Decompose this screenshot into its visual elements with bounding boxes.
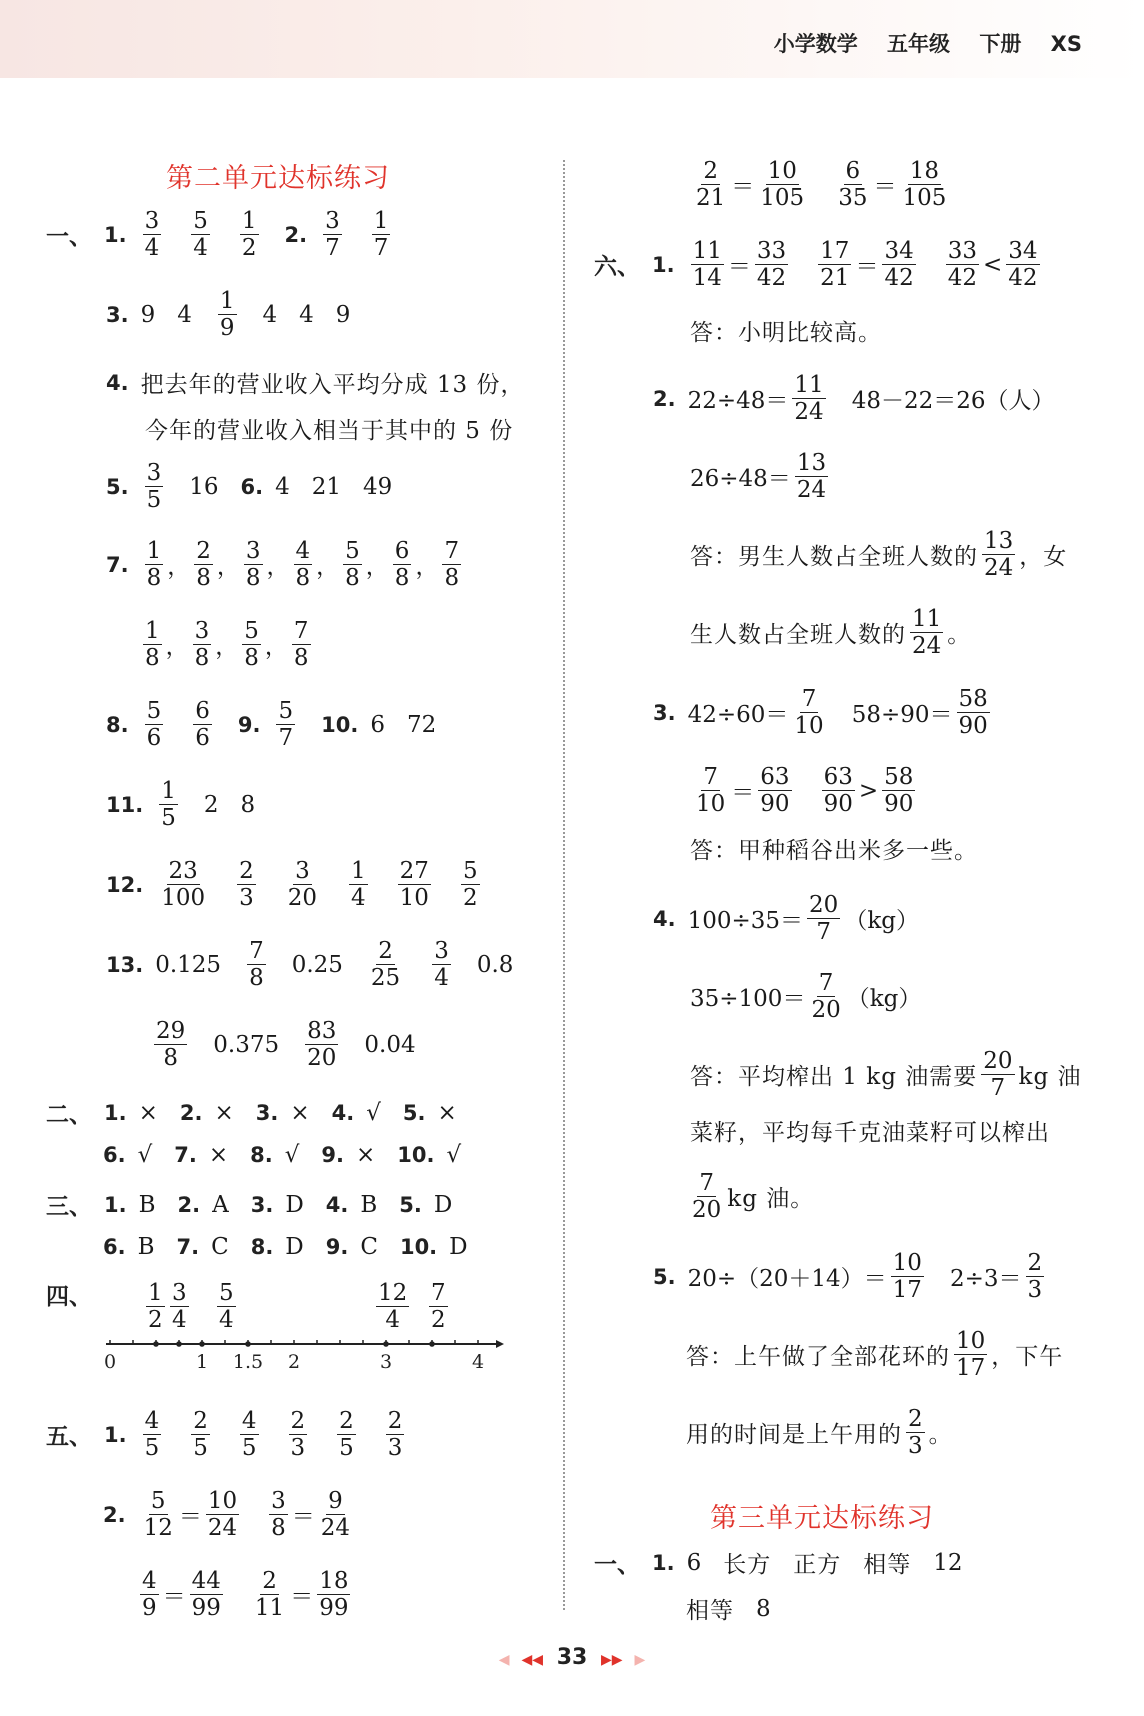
question-number: 1. xyxy=(104,1422,127,1447)
fraction: $\frac{10}{24}$ xyxy=(207,1488,238,1542)
fraction: $\frac{5}{8}$ xyxy=(244,618,259,672)
s6-q4-answer1: 答：平均榨出 1 kg 油需要 $\frac{20}{7}$ kg 油 xyxy=(690,1048,1082,1102)
tick-label: 3 xyxy=(379,1351,393,1373)
section-label: 三、 xyxy=(46,1194,92,1220)
fraction: $\frac{5}{6}$ xyxy=(146,698,162,752)
page-footer xyxy=(0,1645,1144,1670)
fraction: $\frac{5}{7}$ xyxy=(278,698,294,752)
fraction: $\frac{17}{21}$ xyxy=(820,238,850,292)
fraction: $\frac{83}{20}$ xyxy=(307,1018,337,1072)
fraction: $\frac{3}{4}$ xyxy=(144,208,160,262)
fraction: $\frac{1}{4}$ xyxy=(351,858,366,912)
s4-frac-5 xyxy=(425,1280,452,1334)
fraction: $\frac{2}{3}$ xyxy=(908,1406,923,1460)
s6-q3-answer: 答：甲种稻谷出米多一些。 xyxy=(690,838,978,864)
s1-q1-line xyxy=(46,208,394,262)
s6-q3-line2: $\frac{7}{10}$ ＝ $\frac{63}{90}$ $\frac{63}{90}$ > $\frac{58}{90}$ xyxy=(696,764,914,818)
fraction: $\frac{18}{99}$ xyxy=(319,1568,349,1622)
fraction: $\frac{5}{4}$ xyxy=(193,208,208,262)
fraction: $\frac{1}{7}$ xyxy=(373,208,389,262)
fraction: $\frac{11}{24}$ xyxy=(794,372,824,426)
question-number: 4. xyxy=(106,370,129,395)
fraction: $\frac{5}{12}$ xyxy=(143,1488,173,1542)
fraction: $\frac{3}{7}$ xyxy=(325,208,340,262)
fraction: $\frac{7}{2}$ xyxy=(431,1280,446,1334)
section-label: 六、 xyxy=(594,254,640,281)
fraction: $\frac{10}{17}$ xyxy=(892,1250,922,1304)
fraction: $\frac{11}{14}$ xyxy=(692,238,722,292)
header-edition: XS xyxy=(1050,32,1082,56)
prev-arrow-icon: ◀ xyxy=(498,1652,510,1668)
question-number: 13. xyxy=(106,952,144,977)
section-label: 二、 xyxy=(46,1102,92,1128)
question-number: 2. xyxy=(284,222,308,247)
s1-q5-line: 5. $\frac{3}{5}$ 16 6. 4 21 49 xyxy=(106,460,393,514)
number-line xyxy=(104,1340,504,1400)
fraction: $\frac{2}{11}$ xyxy=(254,1568,285,1622)
s1-q4-line1: 4. 把去年的营业收入平均分成 13 份， xyxy=(106,370,525,398)
header-volume: 下册 xyxy=(979,32,1022,56)
tick-label: 2 xyxy=(287,1351,301,1373)
s4-frac-2 xyxy=(166,1280,193,1334)
question-number: 6. xyxy=(240,474,264,499)
fraction: $\frac{12}{4}$ xyxy=(378,1280,408,1334)
question-number: 5. xyxy=(106,474,129,499)
prev-arrow-icon: ◀◀ xyxy=(521,1652,544,1668)
fraction: $\frac{4}{8}$ xyxy=(295,538,311,592)
s7-line2: 相等 8 xyxy=(686,1595,771,1624)
fraction: $\frac{1}{2}$ xyxy=(241,208,257,262)
fraction: $\frac{7}{8}$ xyxy=(293,618,309,672)
fraction: $\frac{2}{8}$ xyxy=(196,538,211,592)
fraction: $\frac{7}{20}$ xyxy=(811,970,841,1024)
question-number: 4. xyxy=(653,906,676,931)
fraction: $\frac{6}{35}$ xyxy=(838,158,868,212)
fraction: $\frac{27}{10}$ xyxy=(399,858,429,912)
s3-row2: 6. B 7. C 8. D 9. C 10. D xyxy=(103,1234,468,1260)
fraction: $\frac{1}{5}$ xyxy=(161,778,176,832)
fraction: $\frac{29}{8}$ xyxy=(156,1018,186,1072)
fraction: $\frac{20}{7}$ xyxy=(809,892,839,946)
s3-row1: 三、 1. B 2. A 3. D 4. B 5. D xyxy=(46,1188,452,1221)
question-number: 12. xyxy=(106,872,144,897)
s6-q4-answer3: $\frac{7}{20}$ kg 油。 xyxy=(692,1170,815,1224)
fraction: $\frac{7}{8}$ xyxy=(444,538,460,592)
tick-label: 1 xyxy=(195,1351,209,1373)
fraction: $\frac{5}{8}$ xyxy=(345,538,360,592)
tick-label: 0 xyxy=(104,1351,117,1373)
question-number: 2. xyxy=(103,1502,126,1527)
s1-q8-line: 8. $\frac{5}{6}$ $\frac{6}{6}$ 9. $\frac{5}{7}$ 10. 6 72 xyxy=(106,698,437,752)
fraction: $\frac{7}{20}$ xyxy=(692,1170,722,1224)
s4-frac-4 xyxy=(372,1280,413,1334)
fraction: $\frac{6}{6}$ xyxy=(195,698,210,752)
fraction: $\frac{1}{8}$ xyxy=(146,538,162,592)
section-label: 一、 xyxy=(594,1552,640,1578)
section-label: 五、 xyxy=(46,1424,92,1451)
fraction: $\frac{2}{21}$ xyxy=(696,158,726,212)
s7-line1: 一、 1. 6 长方 正方 相等 12 xyxy=(594,1546,963,1579)
fraction: $\frac{44}{99}$ xyxy=(191,1568,221,1622)
s6-q1-answer: 答：小明比较高。 xyxy=(690,320,882,346)
fraction: $\frac{4}{5}$ xyxy=(241,1408,257,1462)
unit3-title: 第三单元达标练习 xyxy=(710,1503,934,1534)
s1-q13-line2: $\frac{29}{8}$ 0.375 $\frac{83}{20}$ 0.04 xyxy=(156,1018,416,1072)
fraction: $\frac{63}{90}$ xyxy=(760,764,790,818)
fraction: $\frac{34}{42}$ xyxy=(884,238,914,292)
fraction: $\frac{1}{9}$ xyxy=(219,288,235,342)
s6-q4-answer2: 菜籽，平均每千克油菜籽可以榨出 xyxy=(690,1120,1050,1146)
fraction: $\frac{4}{5}$ xyxy=(144,1408,160,1462)
question-number: 1. xyxy=(104,222,127,247)
s1-q7-row2: $\frac{1}{8}$ ， $\frac{3}{8}$ ， $\frac{5}{8}$ ， $\frac{7}{8}$ xyxy=(145,618,309,672)
fraction: $\frac{34}{42}$ xyxy=(1008,238,1038,292)
column-divider xyxy=(563,160,565,1610)
fraction: $\frac{7}{8}$ xyxy=(249,938,264,992)
s1-q11-line: 11. $\frac{1}{5}$ 2 8 xyxy=(106,778,256,832)
s1-q12-line xyxy=(106,858,484,912)
fraction: $\frac{10}{17}$ xyxy=(956,1328,986,1382)
fraction: $\frac{5}{2}$ xyxy=(462,858,478,912)
fraction: $\frac{18}{105}$ xyxy=(902,158,947,212)
fraction: $\frac{6}{8}$ xyxy=(394,538,410,592)
s5-q2-line1: 2. $\frac{5}{12}$ ＝ $\frac{10}{24}$ $\frac{3}{8}$ ＝ $\frac{9}{24}$ xyxy=(103,1488,351,1542)
fraction: $\frac{23}{100}$ xyxy=(161,858,206,912)
fraction: $\frac{4}{9}$ xyxy=(142,1568,157,1622)
section-label: 四、 xyxy=(46,1284,92,1310)
s2-row1: 二、 1. × 2. × 3. × 4. √ 5. × xyxy=(46,1096,457,1129)
s6-q5-answer1: 答：上午做了全部花环的 $\frac{10}{17}$ ，下午 xyxy=(686,1328,1064,1382)
question-number: 8. xyxy=(106,712,129,737)
s2-row2: 6. √ 7. × 8. √ 9. × 10. √ xyxy=(103,1142,462,1168)
unit2-title: 第二单元达标练习 xyxy=(166,163,390,194)
fraction: $\frac{11}{24}$ xyxy=(912,606,942,660)
fraction: $\frac{3}{4}$ xyxy=(172,1280,187,1334)
question-number: 10. xyxy=(321,712,359,737)
fraction: $\frac{1}{8}$ xyxy=(145,618,160,672)
s5-q2-line2: $\frac{4}{9}$ ＝ $\frac{44}{99}$ $\frac{2}{11}$ ＝ $\frac{18}{99}$ xyxy=(142,1568,349,1622)
s1-q3-line: 3. 9 4 $\frac{1}{9}$ 4 4 9 xyxy=(106,288,351,342)
s6-q4-line2: 35÷100＝ $\frac{7}{20}$ （kg） xyxy=(690,970,922,1024)
question-number: 3. xyxy=(106,302,129,327)
fraction: $\frac{2}{3}$ xyxy=(239,858,254,912)
fraction: $\frac{3}{4}$ xyxy=(434,938,449,992)
question-number: 1. xyxy=(652,1550,675,1575)
fraction: $\frac{2}{3}$ xyxy=(1027,1250,1043,1304)
question-number: 1. xyxy=(652,252,675,277)
question-number: 3. xyxy=(653,700,676,725)
fraction: $\frac{9}{24}$ xyxy=(320,1488,351,1542)
fraction: $\frac{7}{10}$ xyxy=(696,764,726,818)
question-number: 5. xyxy=(653,1264,676,1289)
fraction: $\frac{33}{42}$ xyxy=(947,238,977,292)
s6-q5-line1: 5. 20÷（20＋14）＝ $\frac{10}{17}$ 2÷3＝ $\frac{2}{3}$ xyxy=(653,1250,1043,1304)
s6-q5-answer2: 用的时间是上午用的 $\frac{2}{3}$ 。 xyxy=(686,1406,953,1460)
fraction: $\frac{3}{8}$ xyxy=(271,1488,286,1542)
s5-q1-line xyxy=(46,1408,408,1462)
tick-label: 1.5 xyxy=(232,1351,264,1373)
question-number: 2. xyxy=(653,386,676,411)
question-number: 7. xyxy=(106,552,129,577)
fraction: $\frac{58}{90}$ xyxy=(958,686,988,740)
s6-q2-line1: 2. 22÷48＝ $\frac{11}{24}$ 48－22＝26（人） xyxy=(653,372,1055,426)
page-number: 33 xyxy=(556,1645,588,1670)
fraction: $\frac{3}{8}$ xyxy=(194,618,210,672)
tick-label: 4 xyxy=(471,1351,485,1373)
s6-q3-line1: 3. 42÷60＝ $\frac{7}{10}$ 58÷90＝ $\frac{58}{90}$ xyxy=(653,686,988,740)
fraction: $\frac{1}{2}$ xyxy=(148,1280,163,1334)
s1-q13-line1: 13. 0.125 $\frac{7}{8}$ 0.25 $\frac{2}{25}$ $\frac{3}{4}$ 0.8 xyxy=(106,938,514,992)
fraction: $\frac{13}{24}$ xyxy=(984,528,1014,582)
s6-q1-line: 六、 1. $\frac{11}{14}$ ＝ $\frac{33}{42}$ $\frac{17}{21}$ ＝ $\frac{34}{42}$ $\frac{33}{42}$ < $\frac{34}{42}$ xyxy=(594,238,1038,292)
question-number: 9. xyxy=(237,712,261,737)
s6-q4-line1: 4. 100÷35＝ $\frac{20}{7}$ （kg） xyxy=(653,892,919,946)
s6-q2-answer1: 答：男生人数占全班人数的 $\frac{13}{24}$ ，女 xyxy=(690,528,1068,582)
s1-q4-line2: 今年的营业收入相当于其中的 5 份 xyxy=(145,418,514,444)
fraction: $\frac{58}{90}$ xyxy=(884,764,914,818)
fraction: $\frac{3}{8}$ xyxy=(245,538,261,592)
fraction: $\frac{2}{5}$ xyxy=(193,1408,208,1462)
s4-label xyxy=(46,1278,104,1311)
fraction: $\frac{7}{10}$ xyxy=(794,686,824,740)
fraction: $\frac{63}{90}$ xyxy=(823,764,853,818)
s6-q2-line2: 26÷48＝ $\frac{13}{24}$ xyxy=(690,450,827,504)
s4-frac-1 xyxy=(142,1280,169,1334)
fraction: $\frac{13}{24}$ xyxy=(796,450,827,504)
next-arrow-icon: ▶ xyxy=(634,1652,646,1668)
header-grade: 五年级 xyxy=(887,32,951,56)
fraction: $\frac{2}{3}$ xyxy=(387,1408,403,1462)
fraction: $\frac{20}{7}$ xyxy=(983,1048,1013,1102)
fraction: $\frac{33}{42}$ xyxy=(756,238,787,292)
fraction: $\frac{3}{20}$ xyxy=(287,858,318,912)
fraction: $\frac{5}{4}$ xyxy=(219,1280,234,1334)
fraction: $\frac{2}{3}$ xyxy=(290,1408,306,1462)
fraction: $\frac{2}{25}$ xyxy=(370,938,401,992)
question-number: 11. xyxy=(106,792,144,817)
fraction: $\frac{3}{5}$ xyxy=(146,460,162,514)
fraction: $\frac{2}{5}$ xyxy=(339,1408,354,1462)
header-subject: 小学数学 xyxy=(773,32,858,56)
section-label: 一、 xyxy=(46,224,92,251)
s5-cont-line: $\frac{2}{21}$ ＝ $\frac{10}{105}$ $\frac{6}{35}$ ＝ $\frac{18}{105}$ xyxy=(696,158,947,212)
page-header xyxy=(752,28,1082,58)
s1-q7-row1: 7. $\frac{1}{8}$ ， $\frac{2}{8}$ ， $\frac{3}{8}$ ， $\frac{4}{8}$ ， $\frac{5}{8}$ ， $\frac{6}{8}$ ， $\frac{7}{8}$ xyxy=(106,538,460,592)
next-arrow-icon: ▶▶ xyxy=(600,1652,623,1668)
s4-frac-3 xyxy=(213,1280,240,1334)
fraction: $\frac{10}{105}$ xyxy=(760,158,805,212)
s6-q2-answer2: 生人数占全班人数的 $\frac{11}{24}$ 。 xyxy=(690,606,972,660)
